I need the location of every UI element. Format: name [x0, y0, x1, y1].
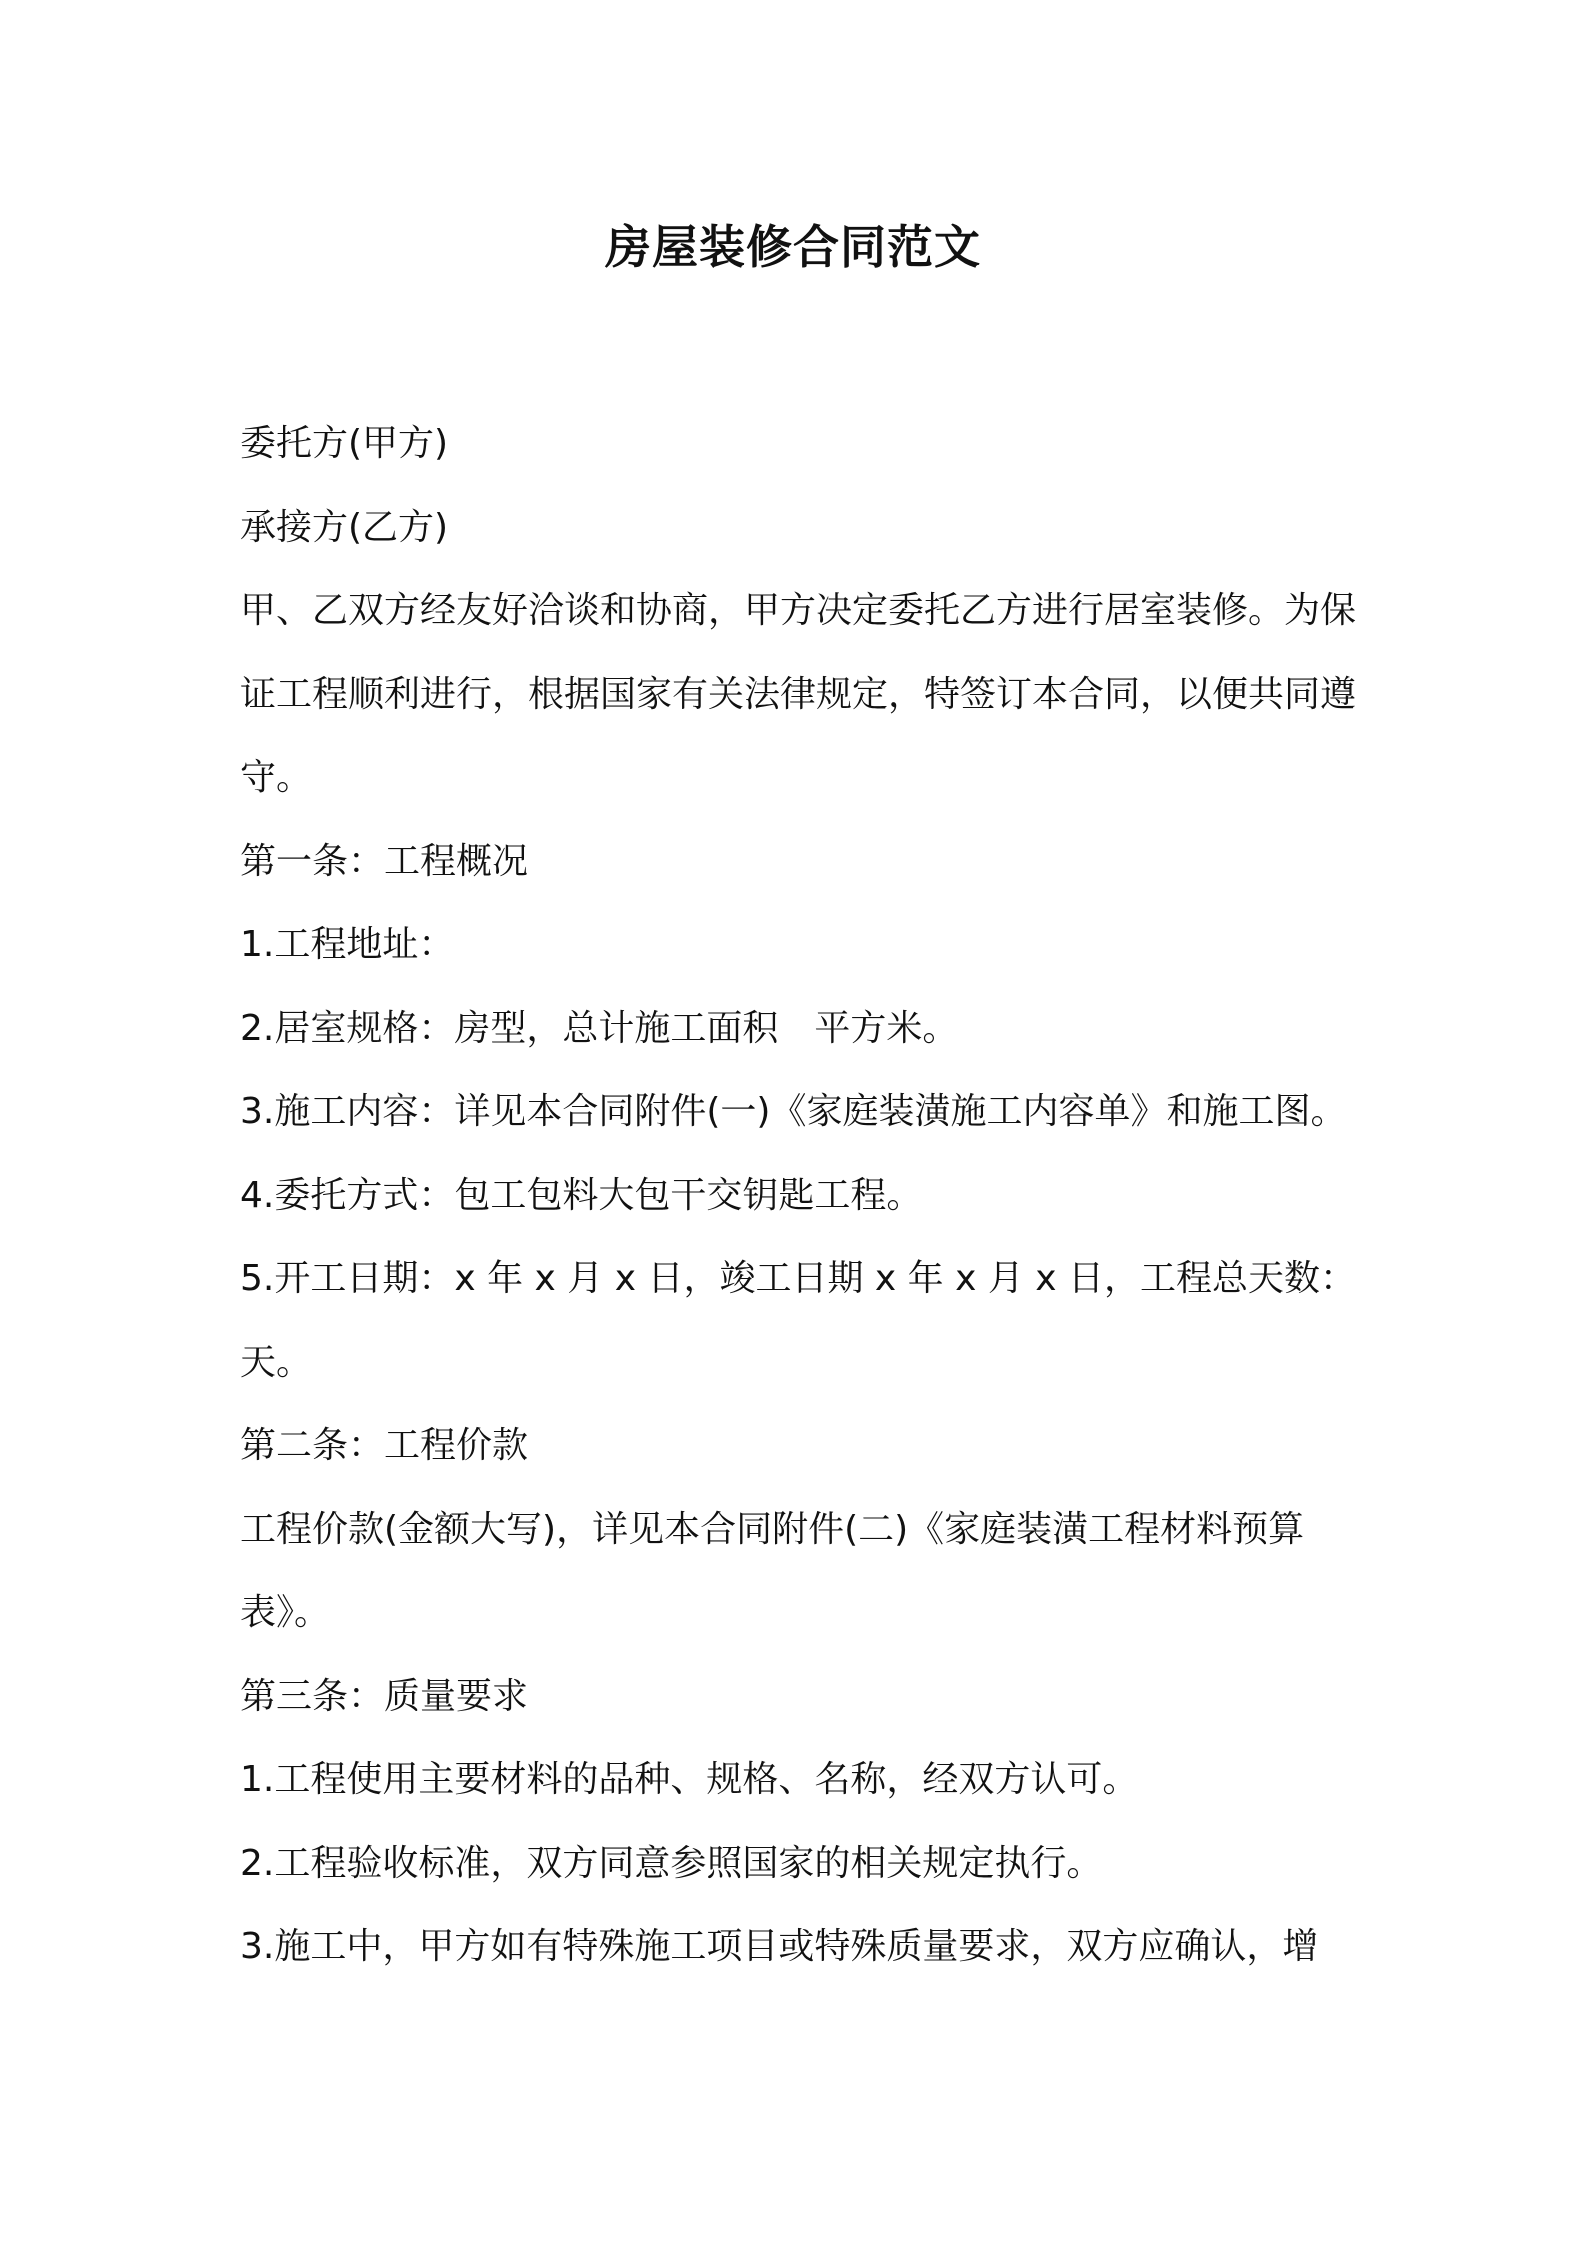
article-3-item-3: 3.施工中，甲方如有特殊施工项目或特殊质量要求，双方应确认，增 [240, 1926, 1319, 1967]
article-2-paragraph: 工程价款(金额大写)，详见本合同附件(二)《家庭装潢工程材料预算表》。 [240, 1508, 1305, 1633]
article-1-item-2: 2.居室规格：房型，总计施工面积 平方米。 [240, 1007, 959, 1049]
document-body [240, 402, 1380, 1989]
article-1-heading: 第一条：工程概况 [240, 840, 529, 882]
intro-paragraph: 甲、乙双方经友好洽谈和协商，甲方决定委托乙方进行居室装修。为保证工程顺利进行，根据国家有关法律规定，特签订本合同，以便共同遵守。 [240, 590, 1357, 798]
article-1-item-5: 5.开工日期：x 年 x 月 x 日，竣工日期 x 年 x 月 x 日，工程总天数：天。 [240, 1258, 1357, 1383]
document-title: 房屋装修合同范文 [605, 220, 981, 274]
party-a-line: 委托方(甲方) [240, 423, 449, 464]
article-3-heading: 第三条：质量要求 [240, 1675, 529, 1717]
article-3-item-2: 2.工程验收标准，双方同意参照国家的相关规定执行。 [240, 1842, 1103, 1884]
article-1-item-3: 3.施工内容：详见本合同附件(一)《家庭装潢施工内容单》和施工图。 [240, 1091, 1347, 1132]
party-b-line: 承接方(乙方) [240, 506, 449, 548]
article-3-item-1: 1.工程使用主要材料的品种、规格、名称，经双方认可。 [240, 1759, 1139, 1800]
article-1-item-1: 1.工程地址： [240, 924, 455, 965]
article-2-heading: 第二条：工程价款 [240, 1425, 529, 1466]
article-1-item-4: 4.委托方式：包工包料大包干交钥匙工程。 [240, 1174, 923, 1216]
